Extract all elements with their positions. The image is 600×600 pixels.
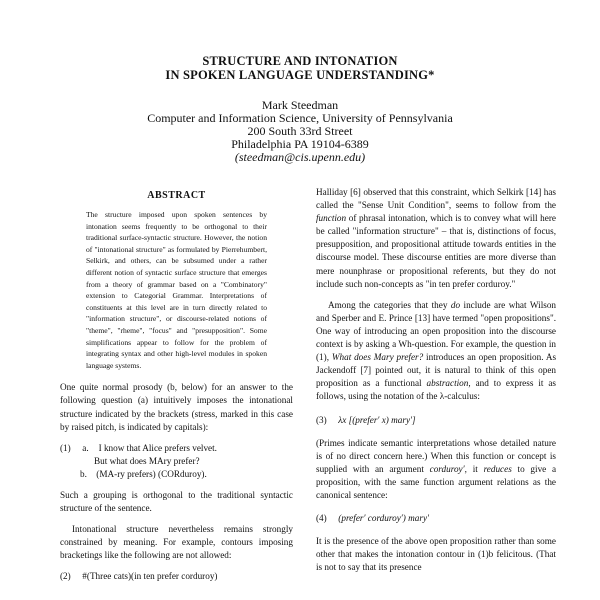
right-paragraph-2-text-b: include are what Wilson and Sperber and E. Prince [13] have termed "open propositions". One way of introducing an open proposition into the discourse context is by asking a Wh-question. For example, the question in (1),	[316, 299, 557, 363]
example-3-number: (3)	[316, 414, 327, 425]
right-paragraph-2-emphasis-1: do	[450, 299, 461, 310]
example-1	[60, 442, 293, 481]
example-4-number: (4)	[316, 512, 327, 523]
right-paragraph-2-emphasis-3: abstraction,	[426, 378, 471, 389]
example-1b-text: (MA-ry prefers) (CORduroy).	[96, 468, 207, 479]
abstract-text: The structure imposed upon spoken sentences by intonation seems frequently to be orthogonal to their traditional surface-syntactic structure. However, the notion of "intonational structure" as formulated by Pierrehumbert, Selkirk, and others, can be subsumed under a rather different notion of syntactic surface structure that emerges from a theory of grammar based on a "Combinatory" extension to Categorial Grammar. Interpretations of constituents at this level are in turn directly related to "information structure", or discourse-related notions of "theme", "rheme", "focus" and "presupposition". Some simplifications appear to follow for the problem of integrating syntax and other high-level modules in spoken language systems.	[86, 210, 267, 370]
author-city: Philadelphia PA 19104-6389	[231, 137, 369, 151]
example-1a-label: a.	[82, 442, 89, 453]
example-4-formula: (prefer′ corduroy′) mary′	[338, 512, 430, 523]
author-street: 200 South 33rd Street	[247, 124, 353, 138]
right-paragraph-3	[316, 437, 556, 502]
example-1a-line-1: I know that Alice prefers velvet.	[98, 442, 217, 453]
right-column	[316, 186, 556, 574]
example-2-text: #(Three cats)(in ten prefer corduroy)	[82, 571, 218, 582]
author-email: (steedman@cis.upenn.edu)	[234, 150, 366, 164]
left-paragraph-1: One quite normal prosody (b, below) for an answer to the following question (a) intuitively imposes the intonational structure indicated by the brackets (stress, marked in this case by raised pitch, is indicated by capitals):	[60, 382, 293, 432]
right-paragraph-1-text-b: of phrasal intonation, which is to convey what will here be called "information structure" – that is, distinctions of focus, presupposition, and propositional attitude towards entities in the discourse model. These discourse entities are more diverse than mere nounphrase or propositional referents, but they do not include such non-concepts as "in ten prefer corduroy."	[316, 213, 556, 289]
right-paragraph-3-emphasis-1: corduroy′,	[429, 463, 467, 474]
right-paragraph-3-text-a: (Primes indicate semantic interpretations whose detailed nature is of no direct concern here.) When this function or concept is supplied with an argument	[316, 437, 556, 474]
right-paragraph-2-text-c: introduces an open proposition. As Jackendoff [7] pointed out, it is natural to think of this open proposition as a functional	[316, 352, 557, 389]
right-paragraph-1-emphasis: function	[316, 213, 347, 224]
abstract-heading: ABSTRACT	[147, 190, 206, 201]
right-paragraph-1-text-a: Halliday [6] observed that this constraint, which Selkirk [14] has called the "Sense Unit Condition", seems to follow from the	[316, 187, 556, 211]
example-1-number: (1)	[60, 442, 71, 453]
example-1a-line-2: But what does MAry prefer?	[94, 455, 200, 466]
right-paragraph-1	[316, 186, 556, 291]
left-paragraph-2: Such a grouping is orthogonal to the traditional syntactic structure of the sentence.	[60, 489, 293, 513]
example-3	[316, 414, 556, 427]
paper-title-line-2: IN SPOKEN LANGUAGE UNDERSTANDING*	[165, 68, 435, 82]
author-name: Mark Steedman	[261, 98, 339, 112]
example-1b-label: b.	[80, 468, 87, 479]
right-paragraph-3-emphasis-2: reduces	[483, 463, 512, 474]
example-3-formula: λx [(prefer′ x) mary′]	[338, 414, 416, 425]
right-paragraph-2-text-d: and to express it as follows, using the notation of the λ-calculus:	[316, 378, 556, 402]
left-column	[60, 190, 293, 583]
example-2-number: (2)	[60, 571, 71, 582]
example-4	[316, 512, 556, 525]
right-paragraph-3-text-c: to give a proposition, with the same function argument relations as the canonical sentence:	[316, 463, 557, 500]
right-paragraph-3-text-b: it	[472, 463, 478, 474]
right-paragraph-2-emphasis-2: What does Mary prefer?	[331, 352, 424, 363]
author-affiliation: Computer and Information Science, University of Pennsylvania	[147, 111, 453, 125]
left-paragraph-3: Intonational structure nevertheless remains strongly constrained by meaning. For example, contours imposing bracketings like the following are not allowed:	[60, 523, 293, 561]
right-paragraph-2	[316, 299, 556, 404]
example-2	[60, 570, 293, 583]
right-paragraph-4: It is the presence of the above open proposition rather than some other that makes the intonation contour in (1)b felicitous. (That is not to say that its presence	[316, 535, 556, 573]
right-paragraph-2-text-a: Among the categories that they	[328, 299, 448, 310]
paper-title-line-1: STRUCTURE AND INTONATION	[202, 54, 398, 68]
